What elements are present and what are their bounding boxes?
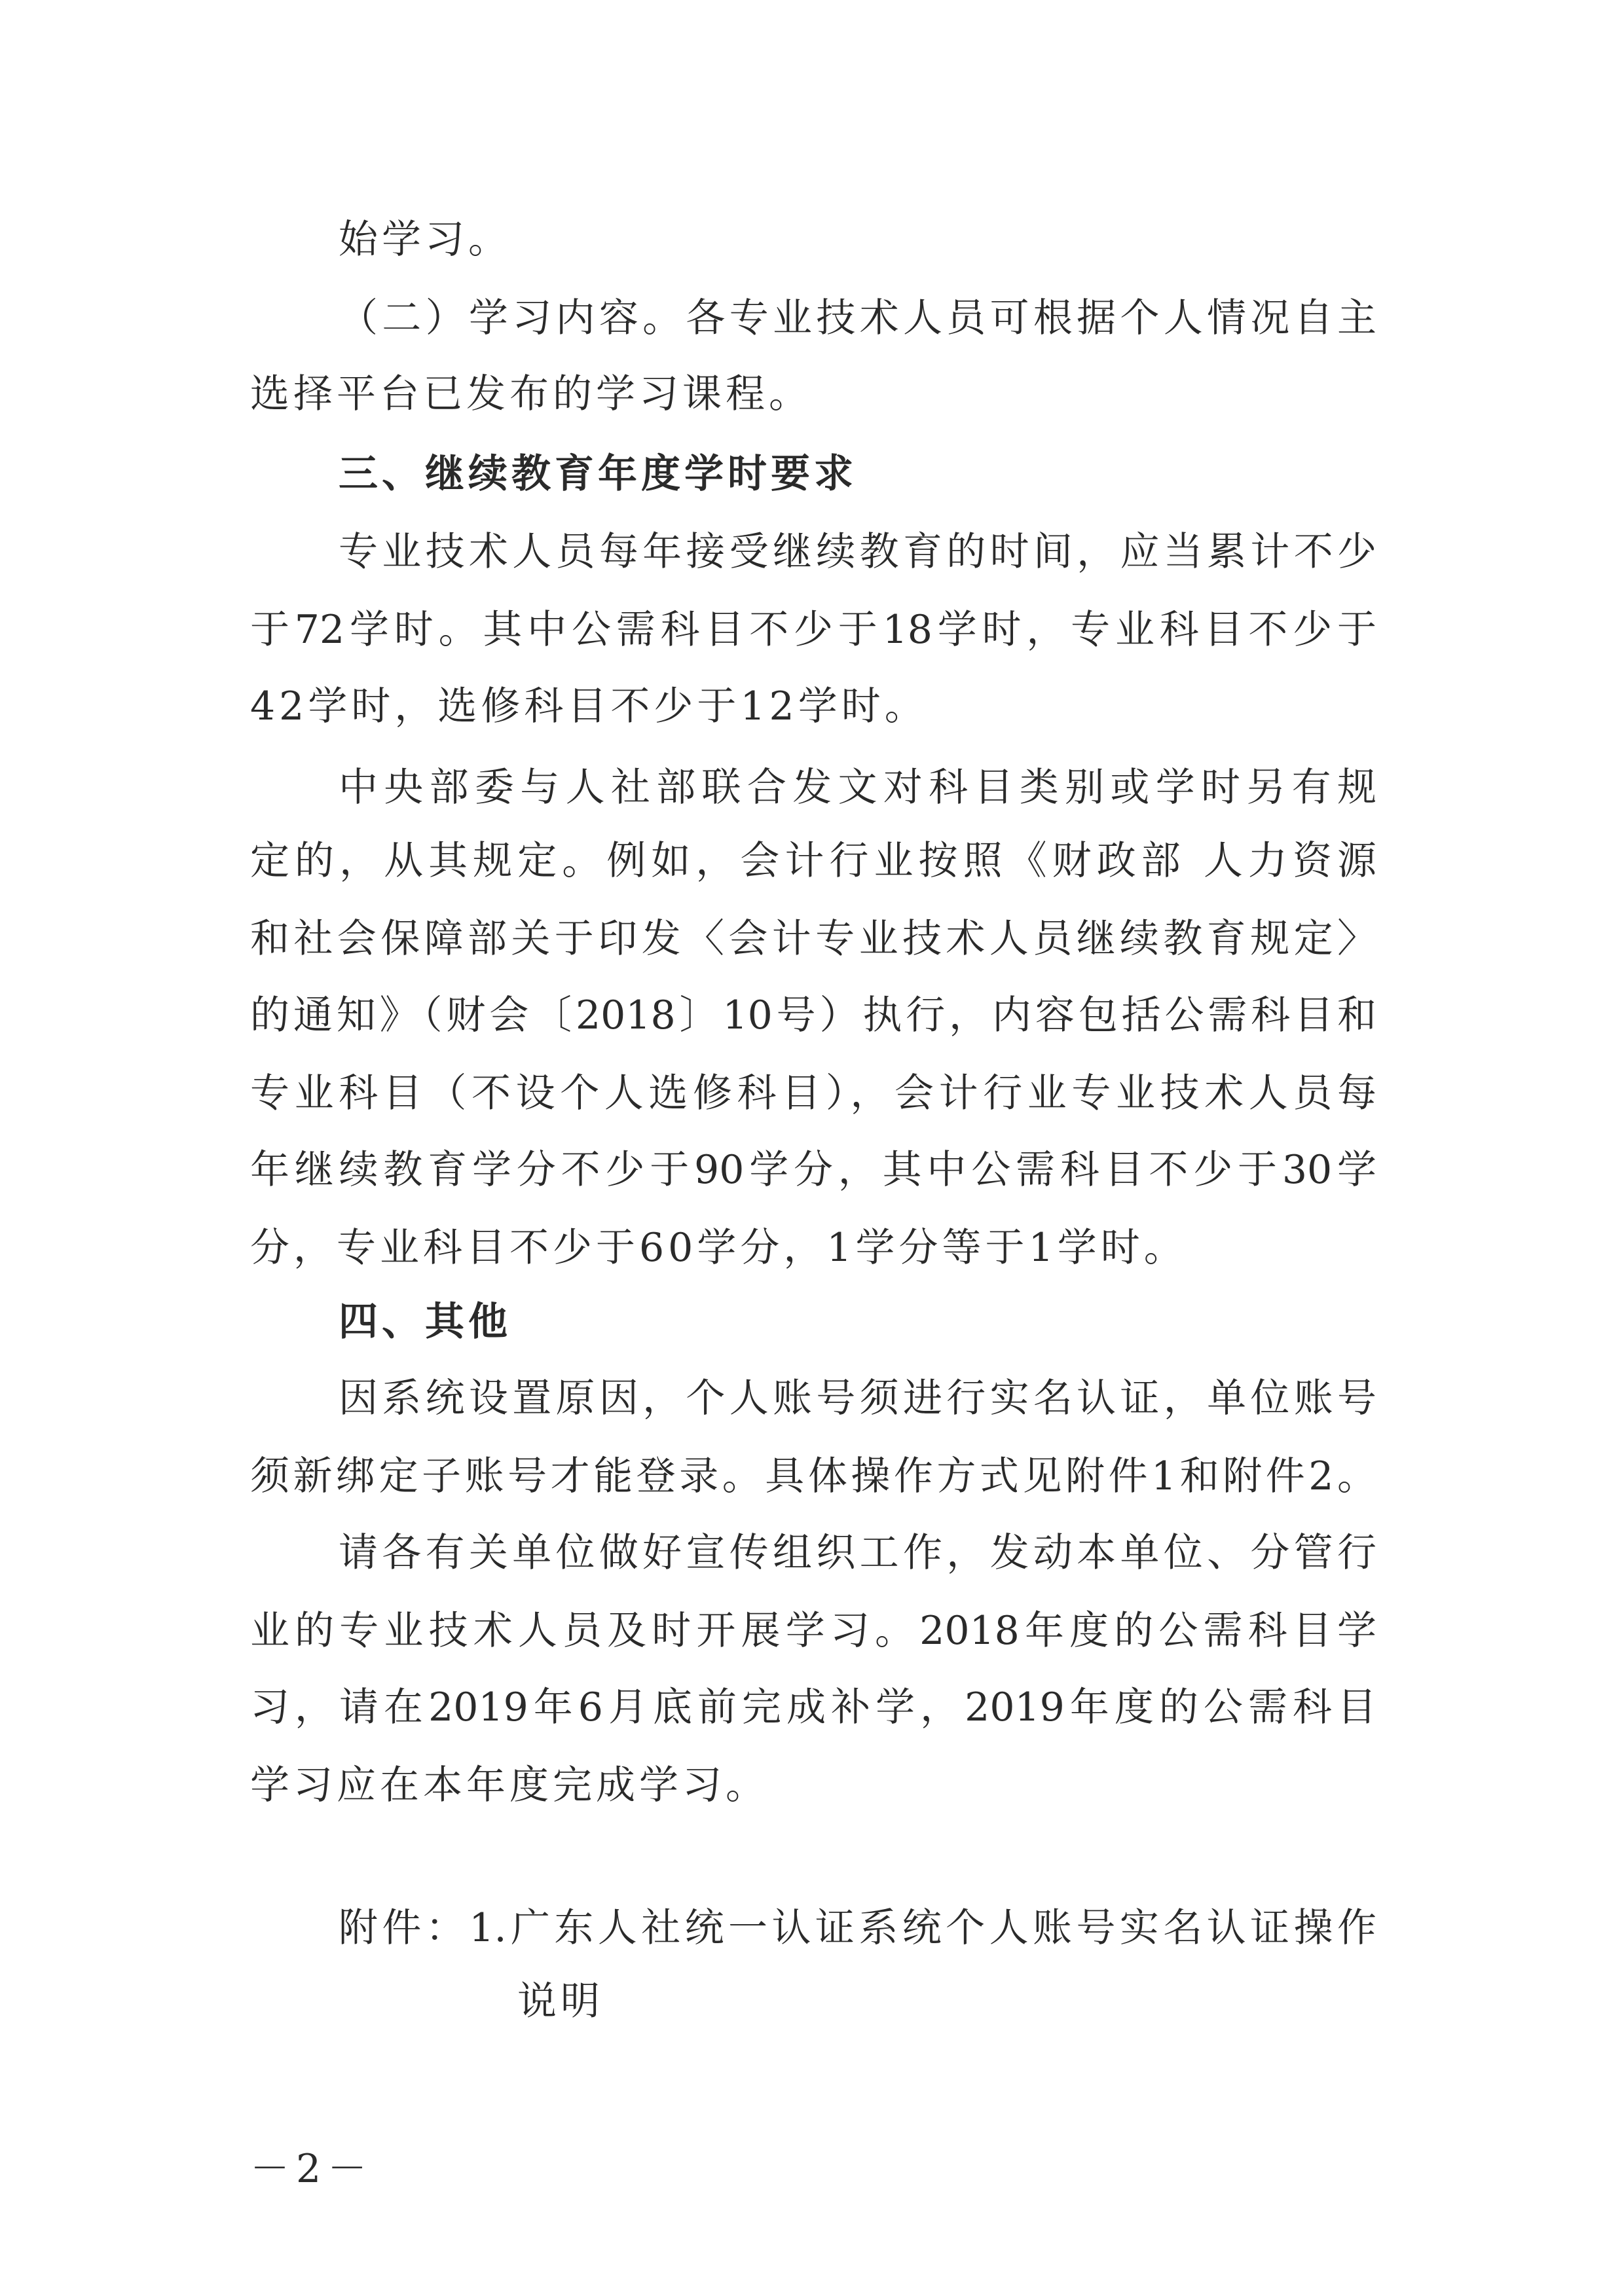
paragraph-line: （二）学习内容。各专业技术人员可根据个人情况自主: [339, 295, 1376, 341]
paragraph-line: 业的专业技术人员及时开展学习。2018年度的公需科目学: [250, 1608, 1376, 1654]
paragraph-line: 于72学时。其中公需科目不少于18学时，专业科目不少于: [250, 607, 1376, 653]
paragraph-line: 和社会保障部关于印发〈会计专业技术人员继续教育规定〉: [250, 916, 1376, 962]
page-number: －2－: [250, 2146, 374, 2192]
paragraph-line: 始学习。: [339, 217, 511, 263]
paragraph-line: 专业科目（不设个人选修科目），会计行业专业技术人员每: [250, 1070, 1376, 1116]
paragraph-line: 中央部委与人社部联合发文对科目类别或学时另有规: [339, 765, 1376, 811]
attachment-line-2: 说明: [517, 1978, 604, 2024]
paragraph-line: 分，专业科目不少于60学分，1学分等于1学时。: [250, 1225, 1187, 1271]
section-heading-3: 三、继续教育年度学时要求: [339, 451, 857, 497]
paragraph-line: 专业技术人员每年接受继续教育的时间，应当累计不少: [339, 529, 1376, 575]
paragraph-line: 的通知》（财会〔2018〕10号）执行，内容包括公需科目和: [250, 993, 1376, 1038]
paragraph-line: 42学时，选修科目不少于12学时。: [250, 683, 928, 729]
paragraph-line: 学习应在本年度完成学习。: [250, 1762, 769, 1808]
paragraph-line: 年继续教育学分不少于90学分，其中公需科目不少于30学: [250, 1147, 1376, 1193]
paragraph-line: 习，请在2019年6月底前完成补学，2019年度的公需科目: [250, 1685, 1376, 1730]
paragraph-line: 须新绑定子账号才能登录。具体操作方式见附件1和附件2。: [250, 1453, 1376, 1499]
paragraph-line: 定的，从其规定。例如，会计行业按照《财政部 人力资源: [250, 838, 1376, 884]
paragraph-line: 因系统设置原因，个人账号须进行实名认证，单位账号: [339, 1376, 1376, 1421]
paragraph-line: 选择平台已发布的学习课程。: [250, 371, 812, 417]
section-heading-4: 四、其他: [339, 1299, 511, 1345]
attachment-line-1: 附件：1.广东人社统一认证系统个人账号实名认证操作: [339, 1905, 1376, 1951]
paragraph-line: 请各有关单位做好宣传组织工作，发动本单位、分管行: [339, 1530, 1376, 1576]
